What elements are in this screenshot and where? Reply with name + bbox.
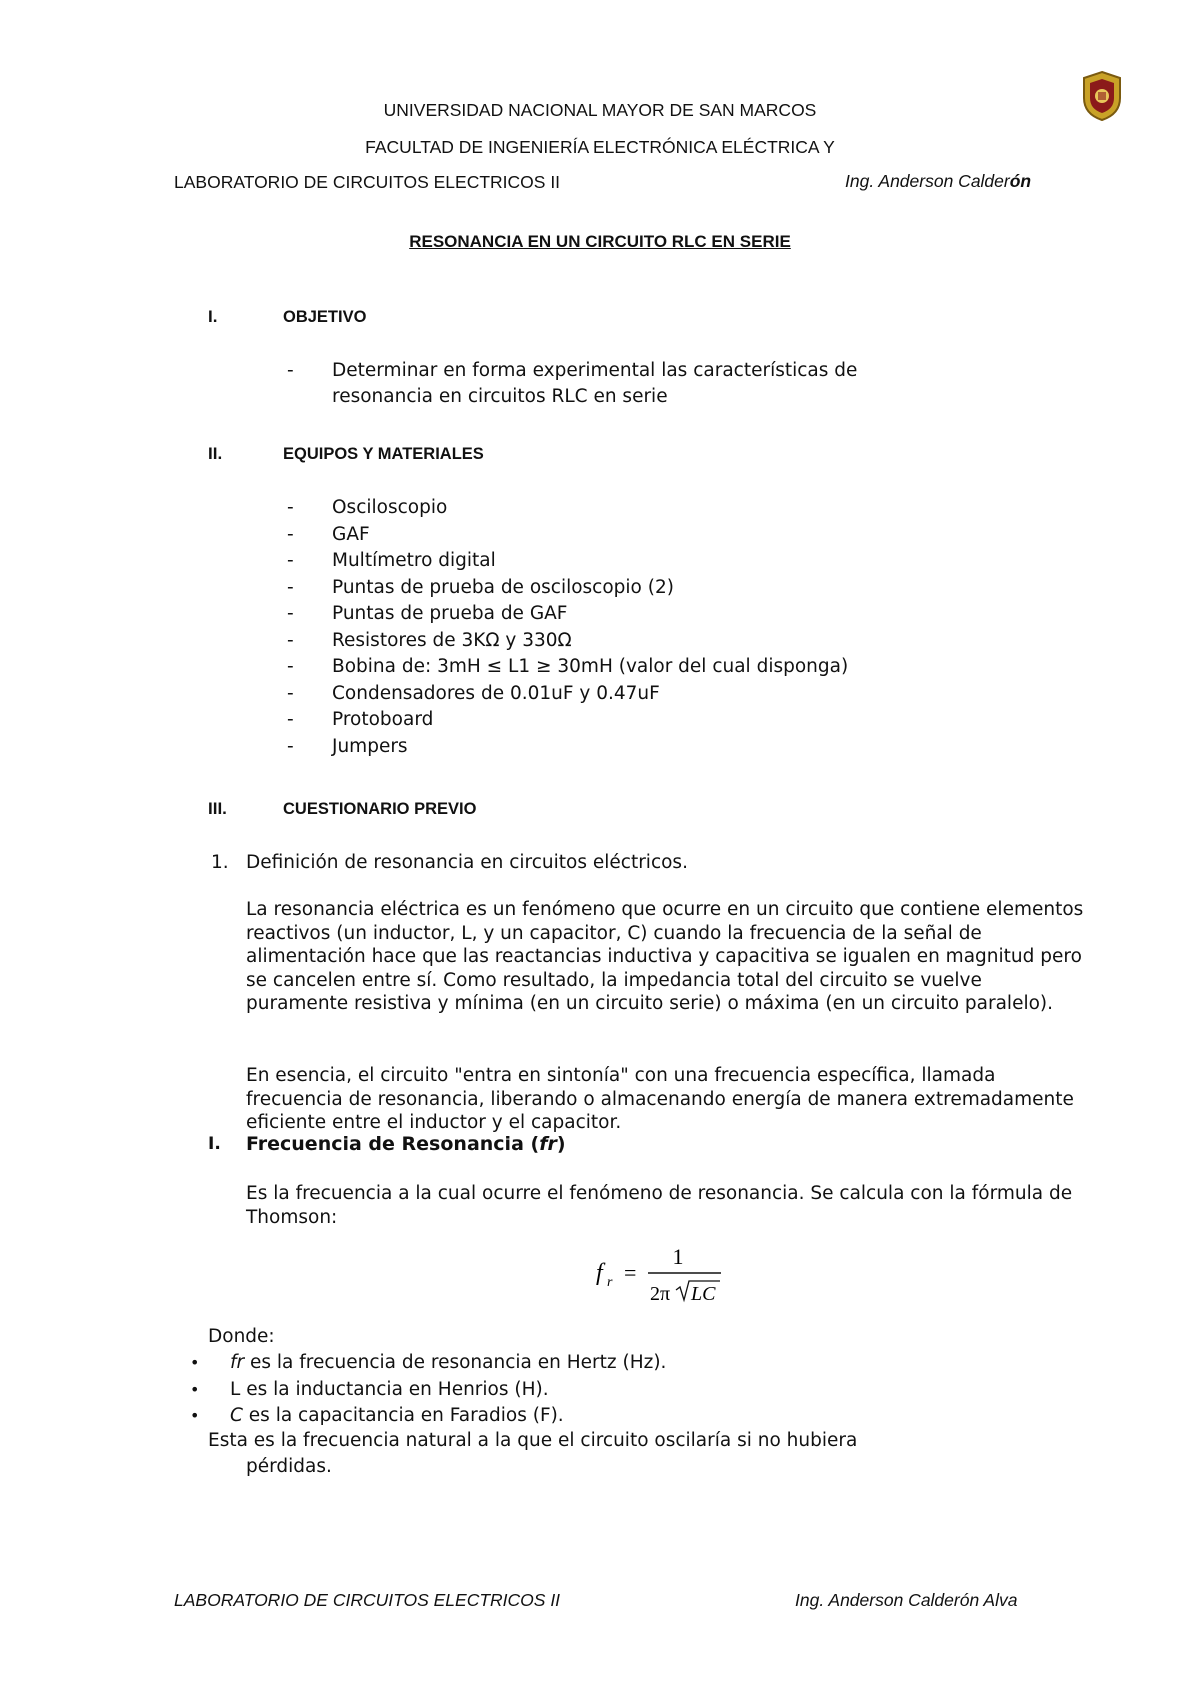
section-number: II. — [208, 444, 223, 463]
objective-text-line1: Determinar en forma experimental las características de — [332, 360, 858, 381]
list-item: - Puntas de prueba de GAF — [287, 603, 568, 624]
where-label: Donde: — [208, 1326, 275, 1347]
faculty-name: FACULTAD DE INGENIERÍA ELECTRÓNICA ELÉCTRICA Y — [365, 137, 835, 157]
formula-numerator: 1 — [672, 1244, 684, 1269]
closing-line-2: pérdidas. — [246, 1456, 332, 1477]
section-title-resonance-frequency: Frecuencia de Resonancia (fr) — [246, 1133, 566, 1155]
question-number: 1. — [211, 852, 229, 873]
section-title-questionnaire: CUESTIONARIO PREVIO — [283, 800, 477, 818]
list-item: - Protoboard — [287, 709, 434, 730]
formula-denominator-radicand: LC — [691, 1283, 716, 1305]
footer-instructor: Ing. Anderson Calderón Alva — [795, 1590, 1018, 1610]
list-item: - GAF — [287, 523, 370, 545]
list-item: - Condensadores de 0.01uF y 0.47uF — [287, 682, 660, 704]
variables-list — [190, 1350, 666, 1430]
list-item: - Puntas de prueba de osciloscopio (2) — [287, 576, 674, 598]
equipment-list — [287, 495, 848, 760]
header-lab-name: LABORATORIO DE CIRCUITOS ELECTRICOS II — [174, 172, 561, 192]
question-1: Definición de resonancia en circuitos eléctricos. — [246, 852, 688, 873]
thomson-formula-intro: Es la frecuencia a la cual ocurre el fenómeno de resonancia. Se calcula con la fórmula de Thomson: — [246, 1183, 1073, 1228]
section-number: I. — [208, 1134, 221, 1154]
section-number: III. — [208, 799, 227, 818]
list-item: • L es la inductancia en Henrios (H). — [190, 1378, 549, 1400]
formula-lhs-sub: r — [607, 1275, 613, 1290]
footer-lab-name: LABORATORIO DE CIRCUITOS ELECTRICOS II — [174, 1590, 561, 1610]
formula-lhs: f — [596, 1260, 603, 1286]
list-item: • C es la capacitancia en Faradios (F). — [190, 1405, 564, 1426]
university-name: UNIVERSIDAD NACIONAL MAYOR DE SAN MARCOS — [383, 100, 817, 120]
document-title: RESONANCIA EN UN CIRCUITO RLC EN SERIE — [409, 232, 791, 251]
list-item: - Multímetro digital — [287, 550, 496, 571]
resonance-essence-paragraph: En esencia, el circuito "entra en sintonía" con una frecuencia específica, llamada frecuencia de resonancia, liberando o almacenando energía de manera extremadamente eficiente entre el inductor y el capacitor. — [246, 1065, 1074, 1133]
list-item: - Resistores de 3KΩ y 330Ω — [287, 629, 572, 651]
objective-dash: - — [287, 360, 294, 381]
formula-equals: = — [624, 1260, 637, 1285]
formula-denominator-pre: 2π — [650, 1283, 671, 1305]
thomson-formula — [590, 1240, 730, 1310]
list-item: - Bobina de: 3mH ≤ L1 ≥ 30mH (valor del cual disponga) — [287, 656, 849, 677]
section-title-objective: OBJETIVO — [283, 308, 367, 326]
closing-line-1: Esta es la frecuencia natural a la que el circuito oscilaría si no hubiera — [208, 1430, 858, 1451]
list-item: - Jumpers — [287, 735, 408, 757]
objective-text-line2: resonancia en circuitos RLC en serie — [332, 386, 668, 407]
list-item: • fr es la frecuencia de resonancia en Hertz (Hz). — [190, 1352, 667, 1373]
resonance-definition-paragraph: La resonancia eléctrica es un fenómeno que ocurre en un circuito que contiene elementos reactivos (un inductor, L, y un capacitor, C) cuando la frecuencia de la señal de alimentación hace que las reactancias inductiva y capacitiva se igualen en magnitud pero se cancelen entre sí. Como resultado, la impedancia total del circuito se vuelve puramente resistiva y mínima (en un circuito serie) o máxima (en un circuito paralelo). — [246, 899, 1084, 1014]
list-item: - Osciloscopio — [287, 497, 448, 518]
section-number: I. — [208, 307, 218, 326]
header-instructor: Ing. Anderson Calderón — [845, 171, 1032, 191]
section-title-equipment: EQUIPOS Y MATERIALES — [283, 445, 484, 463]
